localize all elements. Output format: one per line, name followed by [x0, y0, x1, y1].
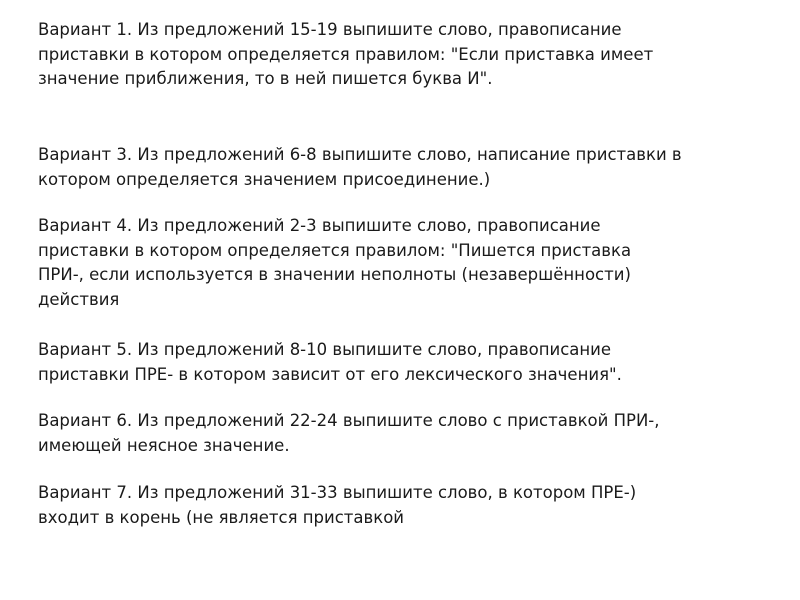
- variant-7-line-2: входит в корень (не является приставкой: [38, 507, 405, 527]
- variant-6-task: [38, 409, 728, 458]
- variant-4-line-1: Вариант 4. Из предложений 2-3 выпишите слово, правописание: [38, 216, 601, 235]
- variant-4-line-2: приставки в котором определяется правилом: "Пишется приставка: [38, 240, 632, 260]
- variant-5-line-2: приставки ПРЕ- в котором зависит от его лексического значения".: [38, 364, 622, 384]
- variant-5-line-1: Вариант 5. Из предложений 8-10 выпишите слово, правописание: [38, 340, 612, 359]
- variant-4-line-4: действия: [38, 289, 120, 309]
- variant-6-line-1: Вариант 6. Из предложений 22-24 выпишите слово с приставкой ПРИ-,: [38, 411, 660, 430]
- variant-5-task: [38, 338, 728, 387]
- variant-7-task: [38, 481, 728, 530]
- variant-3-line-2: котором определяется значением присоединение.): [38, 169, 491, 189]
- variant-4-task: [38, 214, 728, 312]
- variant-4-line-3: ПРИ-, если используется в значении неполноты (незавершённости): [38, 265, 631, 284]
- variant-6-line-2: имеющей неясное значение.: [38, 435, 290, 455]
- variant-3-line-1: Вариант 3. Из предложений 6-8 выпишите слово, написание приставки в: [38, 145, 682, 164]
- variant-1-line-2: приставки в котором определяется правилом: "Если приставка имеет: [38, 44, 654, 64]
- variant-7-line-1: Вариант 7. Из предложений 31-33 выпишите слово, в котором ПРЕ-): [38, 483, 637, 502]
- variant-1-task: [38, 18, 728, 92]
- variant-1-line-1: Вариант 1. Из предложений 15-19 выпишите слово, правописание: [38, 20, 622, 39]
- variant-1-line-3: значение приближения, то в ней пишется буква И".: [38, 69, 493, 88]
- variant-3-task: [38, 143, 728, 192]
